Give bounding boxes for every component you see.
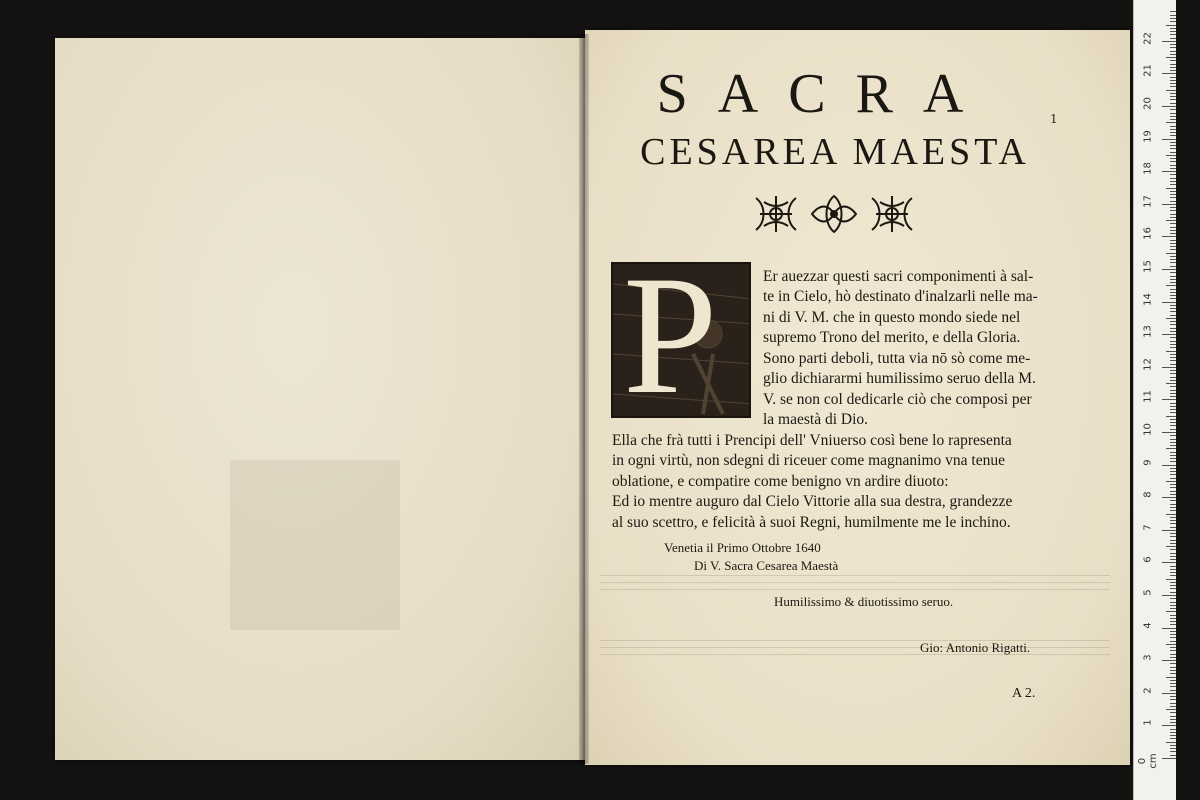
ruler-tick (1162, 367, 1176, 368)
ruler-tick (1170, 719, 1176, 720)
ruler-tick (1170, 207, 1176, 208)
ruler-tick (1170, 181, 1176, 182)
ruler-number: 4 (1142, 621, 1154, 629)
ruler-tick (1170, 262, 1176, 263)
ruler-number: 14 (1142, 292, 1154, 306)
ruler-tick (1170, 605, 1176, 606)
ruler-tick (1166, 742, 1176, 743)
ruler-tick (1170, 129, 1176, 130)
ruler-tick (1170, 690, 1176, 691)
ruler-number: 21 (1142, 64, 1154, 78)
ruler-tick (1162, 628, 1176, 629)
ruler-tick (1166, 155, 1176, 156)
ruler-tick (1170, 132, 1176, 133)
ruler-tick (1170, 44, 1176, 45)
ruler-tick (1170, 393, 1176, 394)
ruler-number: 5 (1142, 589, 1154, 596)
ruler-tick (1170, 422, 1176, 423)
ruler-number: 7 (1142, 524, 1154, 531)
ruler-tick (1170, 96, 1176, 97)
ruler-tick (1170, 680, 1176, 681)
ruler-tick (1170, 598, 1176, 599)
signature: Gio: Antonio Rigatti. (920, 640, 1031, 655)
ruler-number: 1 (1142, 719, 1154, 727)
title-cesarea-maesta: CESAREA MAESTA (640, 131, 1030, 173)
ruler-tick (1162, 530, 1176, 531)
ornament-row (750, 192, 920, 238)
ruler-tick (1170, 158, 1176, 159)
ruler-tick (1170, 77, 1176, 78)
ruler-tick (1170, 161, 1176, 162)
ruler-tick (1162, 693, 1176, 694)
ruler-tick (1170, 566, 1176, 567)
body-line: ni di V. M. che in questo mondo siede nel (763, 309, 1021, 326)
ruler-tick (1170, 650, 1176, 651)
ruler-number: 8 (1142, 491, 1154, 498)
ruler-tick (1170, 494, 1176, 495)
ruler-tick (1170, 409, 1176, 410)
body-line: la maestà di Dio. (763, 411, 869, 428)
ruler-tick (1170, 344, 1176, 345)
closing-line: Humilissimo & diuotissimo seruo. (774, 594, 954, 609)
ruler-tick (1170, 755, 1176, 756)
ruler-tick (1170, 429, 1176, 430)
ruler-tick (1170, 412, 1176, 413)
book-gutter (579, 34, 589, 764)
ruler-tick (1170, 510, 1176, 511)
ruler-tick (1170, 21, 1176, 22)
ruler-tick (1170, 540, 1176, 541)
ruler-tick (1170, 634, 1176, 635)
ruler-tick (1170, 435, 1176, 436)
ruler-tick (1162, 562, 1176, 563)
ruler-tick (1170, 608, 1176, 609)
body-line: al suo scettro, e felicità à suoi Regni, humilmente me le inchino. (612, 514, 1011, 531)
ruler-tick (1170, 93, 1176, 94)
ruler-tick (1170, 572, 1176, 573)
ruler-tick (1170, 109, 1176, 110)
ruler-tick (1170, 315, 1176, 316)
ruler-tick (1170, 624, 1176, 625)
ruler-tick (1170, 487, 1176, 488)
ruler-tick (1170, 425, 1176, 426)
ruler-tick (1166, 285, 1176, 286)
ruler-tick (1170, 135, 1176, 136)
ruler-tick (1162, 758, 1176, 759)
ruler-tick (1170, 455, 1176, 456)
initial-letter: P (623, 262, 718, 418)
ruler-tick (1170, 657, 1176, 658)
ruler-tick (1162, 432, 1176, 433)
ruler-tick (1170, 474, 1176, 475)
ruler-number: 15 (1142, 260, 1154, 273)
body-line: Sono parti deboli, tutta via nō sò come me- (763, 350, 1031, 367)
ruler-tick (1170, 500, 1176, 501)
ruler-tick (1170, 116, 1176, 117)
body-line: Ella che frà tutti i Prencipi dell' Vniuerso così bene lo rapresenta (612, 432, 1012, 449)
ruler-tick (1170, 732, 1176, 733)
ruler-tick (1162, 660, 1176, 661)
ruler-tick (1166, 644, 1176, 645)
ruler-tick (1170, 80, 1176, 81)
ruler-tick (1170, 663, 1176, 664)
ruler-tick (1170, 142, 1176, 143)
ruler-tick (1170, 751, 1176, 752)
ruler-tick (1170, 197, 1176, 198)
body-line: glio dichiararmi humilissimo seruo della M. (763, 370, 1036, 387)
ruler-tick (1170, 641, 1176, 642)
ruler-tick (1170, 279, 1176, 280)
ruler-tick (1170, 699, 1176, 700)
ruler-tick (1170, 99, 1176, 100)
ruler-tick (1170, 289, 1176, 290)
ruler-tick (1170, 184, 1176, 185)
ruler-tick (1170, 331, 1176, 332)
ruler-tick (1170, 403, 1176, 404)
ruler-tick (1170, 735, 1176, 736)
ruler-tick (1170, 716, 1176, 717)
ruler-tick (1162, 302, 1176, 303)
measuring-ruler (1133, 0, 1176, 800)
ruler-tick (1170, 308, 1176, 309)
ruler-tick (1170, 347, 1176, 348)
ruler-tick (1170, 556, 1176, 557)
ruler-tick (1170, 419, 1176, 420)
ruler-number: 12 (1142, 357, 1154, 371)
ruler-tick (1170, 654, 1176, 655)
ruler-tick (1170, 337, 1176, 338)
ruler-tick (1170, 191, 1176, 192)
ruler-number: 2 (1142, 687, 1154, 694)
ruler-tick (1170, 696, 1176, 697)
staff-line (600, 647, 1110, 648)
ruler-tick (1170, 618, 1176, 619)
ruler-tick (1166, 188, 1176, 189)
ruler-tick (1170, 517, 1176, 518)
ruler-tick (1170, 527, 1176, 528)
ruler-tick (1162, 399, 1176, 400)
fleuron-icon (750, 192, 802, 236)
ruler-tick (1170, 18, 1176, 19)
ruler-tick (1170, 54, 1176, 55)
ruler-tick (1166, 416, 1176, 417)
ruler-tick (1162, 236, 1176, 237)
ruler-tick (1170, 201, 1176, 202)
ruler-tick (1166, 611, 1176, 612)
ruler-tick (1170, 569, 1176, 570)
ruler-tick (1170, 380, 1176, 381)
ruler-tick (1170, 748, 1176, 749)
ruler-tick (1170, 328, 1176, 329)
ruler-tick (1170, 178, 1176, 179)
ruler-tick (1170, 341, 1176, 342)
ruler-tick (1162, 171, 1176, 172)
ruler-tick (1170, 377, 1176, 378)
ruler-number: 22 (1142, 31, 1154, 45)
ruler-tick (1170, 585, 1176, 586)
decorated-initial (611, 262, 751, 418)
fleuron-icon (866, 192, 918, 236)
ruler-tick (1170, 126, 1176, 127)
ruler-tick (1170, 468, 1176, 469)
ruler-tick (1170, 240, 1176, 241)
ruler-tick (1170, 28, 1176, 29)
ruler-tick (1166, 122, 1176, 123)
ruler-tick (1170, 683, 1176, 684)
ruler-tick (1170, 214, 1176, 215)
ruler-tick (1170, 113, 1176, 114)
ruler-tick (1170, 103, 1176, 104)
ruler-tick (1170, 64, 1176, 65)
ruler-tick (1166, 546, 1176, 547)
ruler-tick (1170, 461, 1176, 462)
ruler-number: 11 (1142, 390, 1154, 404)
signature-mark: A 2. (1012, 686, 1036, 701)
ruler-tick (1170, 15, 1176, 16)
ruler-tick (1170, 445, 1176, 446)
ruler-tick (1170, 11, 1176, 12)
ruler-tick (1170, 272, 1176, 273)
ruler-tick (1166, 514, 1176, 515)
page-number: 1 (1050, 112, 1058, 126)
body-line: oblatione, e compatire come benigno vn ardire diuoto: (612, 473, 949, 490)
ruler-number: 9 (1142, 458, 1154, 466)
ruler-tick (1170, 223, 1176, 224)
ruler-tick (1170, 442, 1176, 443)
ruler-tick (1166, 579, 1176, 580)
ruler-tick (1166, 57, 1176, 58)
ruler-number: 17 (1142, 194, 1154, 208)
ruler-tick (1170, 298, 1176, 299)
ruler-tick (1170, 324, 1176, 325)
ruler-tick (1170, 67, 1176, 68)
ruler-tick (1170, 729, 1176, 730)
ruler-tick (1170, 536, 1176, 537)
ruler-tick (1170, 738, 1176, 739)
ruler-tick (1170, 83, 1176, 84)
ruler-tick (1170, 145, 1176, 146)
ruler-tick (1162, 725, 1176, 726)
ruler-tick (1170, 354, 1176, 355)
ruler-number: 0 cm (1137, 753, 1159, 769)
ruler-tick (1170, 602, 1176, 603)
ruler-tick (1170, 745, 1176, 746)
ruler-tick (1170, 148, 1176, 149)
ruler-tick (1170, 588, 1176, 589)
ruler-number: 13 (1142, 325, 1154, 339)
ruler-tick (1170, 292, 1176, 293)
staff-line (600, 589, 1110, 590)
ruler-tick (1170, 152, 1176, 153)
ruler-tick (1170, 210, 1176, 211)
ruler-tick (1170, 194, 1176, 195)
ruler-tick (1170, 406, 1176, 407)
ruler-tick (1170, 712, 1176, 713)
ruler-tick (1170, 615, 1176, 616)
ruler-number: 19 (1142, 129, 1154, 143)
ruler-tick (1170, 321, 1176, 322)
ruler-tick (1170, 86, 1176, 87)
ruler-tick (1170, 667, 1176, 668)
ruler-tick (1170, 523, 1176, 524)
staff-line (600, 654, 1110, 655)
title-sacra: SACRA (656, 63, 994, 125)
ruler-tick (1170, 168, 1176, 169)
ruler-tick (1166, 351, 1176, 352)
ruler-tick (1170, 673, 1176, 674)
ruler-tick (1170, 174, 1176, 175)
ruler-tick (1170, 703, 1176, 704)
ruler-tick (1166, 677, 1176, 678)
ruler-tick (1170, 217, 1176, 218)
ruler-tick (1170, 357, 1176, 358)
ruler-tick (1162, 465, 1176, 466)
left-page-show-through (60, 40, 580, 740)
date-line: Venetia il Primo Ottobre 1640 (664, 540, 821, 555)
body-line: te in Cielo, hò destinato d'inalzarli nelle ma- (763, 288, 1038, 305)
ruler-tick (1170, 592, 1176, 593)
ruler-tick (1170, 559, 1176, 560)
ruler-tick (1170, 452, 1176, 453)
ruler-tick (1170, 478, 1176, 479)
ruler-tick (1170, 256, 1176, 257)
ruler-tick (1170, 686, 1176, 687)
ruler-tick (1170, 439, 1176, 440)
ruler-tick (1166, 318, 1176, 319)
ruler-tick (1170, 582, 1176, 583)
ruler-tick (1170, 259, 1176, 260)
ruler-tick (1170, 70, 1176, 71)
ruler-tick (1162, 497, 1176, 498)
ruler-tick (1170, 60, 1176, 61)
ruler-tick (1162, 334, 1176, 335)
ruler-tick (1166, 481, 1176, 482)
ruler-tick (1162, 595, 1176, 596)
ruler-tick (1170, 507, 1176, 508)
ruler-tick (1170, 670, 1176, 671)
ruler-tick (1170, 543, 1176, 544)
ruler-tick (1166, 25, 1176, 26)
ruler-tick (1170, 491, 1176, 492)
ruler-tick (1162, 204, 1176, 205)
ruler-tick (1170, 533, 1176, 534)
ruler-tick (1170, 396, 1176, 397)
ruler-tick (1166, 90, 1176, 91)
ruler-tick (1170, 504, 1176, 505)
ruler-tick (1170, 621, 1176, 622)
ruler-tick (1170, 233, 1176, 234)
ruler-tick (1162, 106, 1176, 107)
ruler-tick (1170, 520, 1176, 521)
body-line: V. se non col dedicarle ciò che composi per (763, 391, 1032, 408)
body-line: in ogni virtù, non sdegni di riceuer come magnanimo vna tenue (612, 452, 1005, 469)
fleuron-icon (808, 192, 860, 236)
ruler-tick (1166, 383, 1176, 384)
ruler-tick (1170, 373, 1176, 374)
ruler-number: 20 (1142, 97, 1154, 110)
ruler-tick (1170, 631, 1176, 632)
ruler-tick (1170, 165, 1176, 166)
ruler-tick (1170, 647, 1176, 648)
staff-line (600, 640, 1110, 641)
ruler-tick (1170, 484, 1176, 485)
ruler-tick (1170, 706, 1176, 707)
ruler-tick (1170, 230, 1176, 231)
ruler-tick (1166, 253, 1176, 254)
address-line: Di V. Sacra Cesarea Maestà (694, 558, 839, 573)
ruler-tick (1166, 709, 1176, 710)
ruler-tick (1166, 220, 1176, 221)
ruler-tick (1162, 41, 1176, 42)
ruler-tick (1170, 575, 1176, 576)
ruler-tick (1170, 305, 1176, 306)
ruler-tick (1170, 722, 1176, 723)
ruler-tick (1170, 386, 1176, 387)
ruler-tick (1170, 364, 1176, 365)
ruler-tick (1170, 246, 1176, 247)
ruler-tick (1170, 311, 1176, 312)
ruler-tick (1170, 549, 1176, 550)
ruler-tick (1170, 227, 1176, 228)
staff-line (600, 575, 1110, 576)
ruler-number: 16 (1142, 227, 1154, 241)
ruler-tick (1166, 448, 1176, 449)
ruler-number: 10 (1142, 423, 1154, 436)
ruler-number: 6 (1142, 556, 1154, 564)
ruler-tick (1170, 51, 1176, 52)
ruler-tick (1170, 276, 1176, 277)
ruler-tick (1170, 34, 1176, 35)
ruler-tick (1170, 458, 1176, 459)
ruler-tick (1162, 269, 1176, 270)
ruler-tick (1170, 370, 1176, 371)
body-line: Er auezzar questi sacri componimenti à sal- (763, 268, 1034, 285)
ruler-tick (1170, 471, 1176, 472)
ruler-tick (1162, 139, 1176, 140)
ruler-tick (1170, 295, 1176, 296)
ruler-tick (1170, 249, 1176, 250)
ruler-tick (1170, 390, 1176, 391)
ruler-tick (1170, 266, 1176, 267)
ruler-tick (1170, 637, 1176, 638)
ruler-number: 3 (1142, 654, 1154, 661)
ruler-tick (1170, 243, 1176, 244)
ruler-tick (1170, 38, 1176, 39)
ruler-number: 18 (1142, 162, 1154, 176)
body-line: supremo Trono del merito, e della Gloria. (763, 329, 1021, 346)
staff-line (600, 582, 1110, 583)
ruler-tick (1170, 360, 1176, 361)
ruler-tick (1162, 73, 1176, 74)
body-line: Ed io mentre auguro dal Cielo Vittorie alla sua destra, grandezze (612, 493, 1013, 510)
ruler-tick (1170, 282, 1176, 283)
ruler-tick (1170, 47, 1176, 48)
ruler-tick (1170, 31, 1176, 32)
ruler-tick (1170, 119, 1176, 120)
ruler-tick (1170, 553, 1176, 554)
